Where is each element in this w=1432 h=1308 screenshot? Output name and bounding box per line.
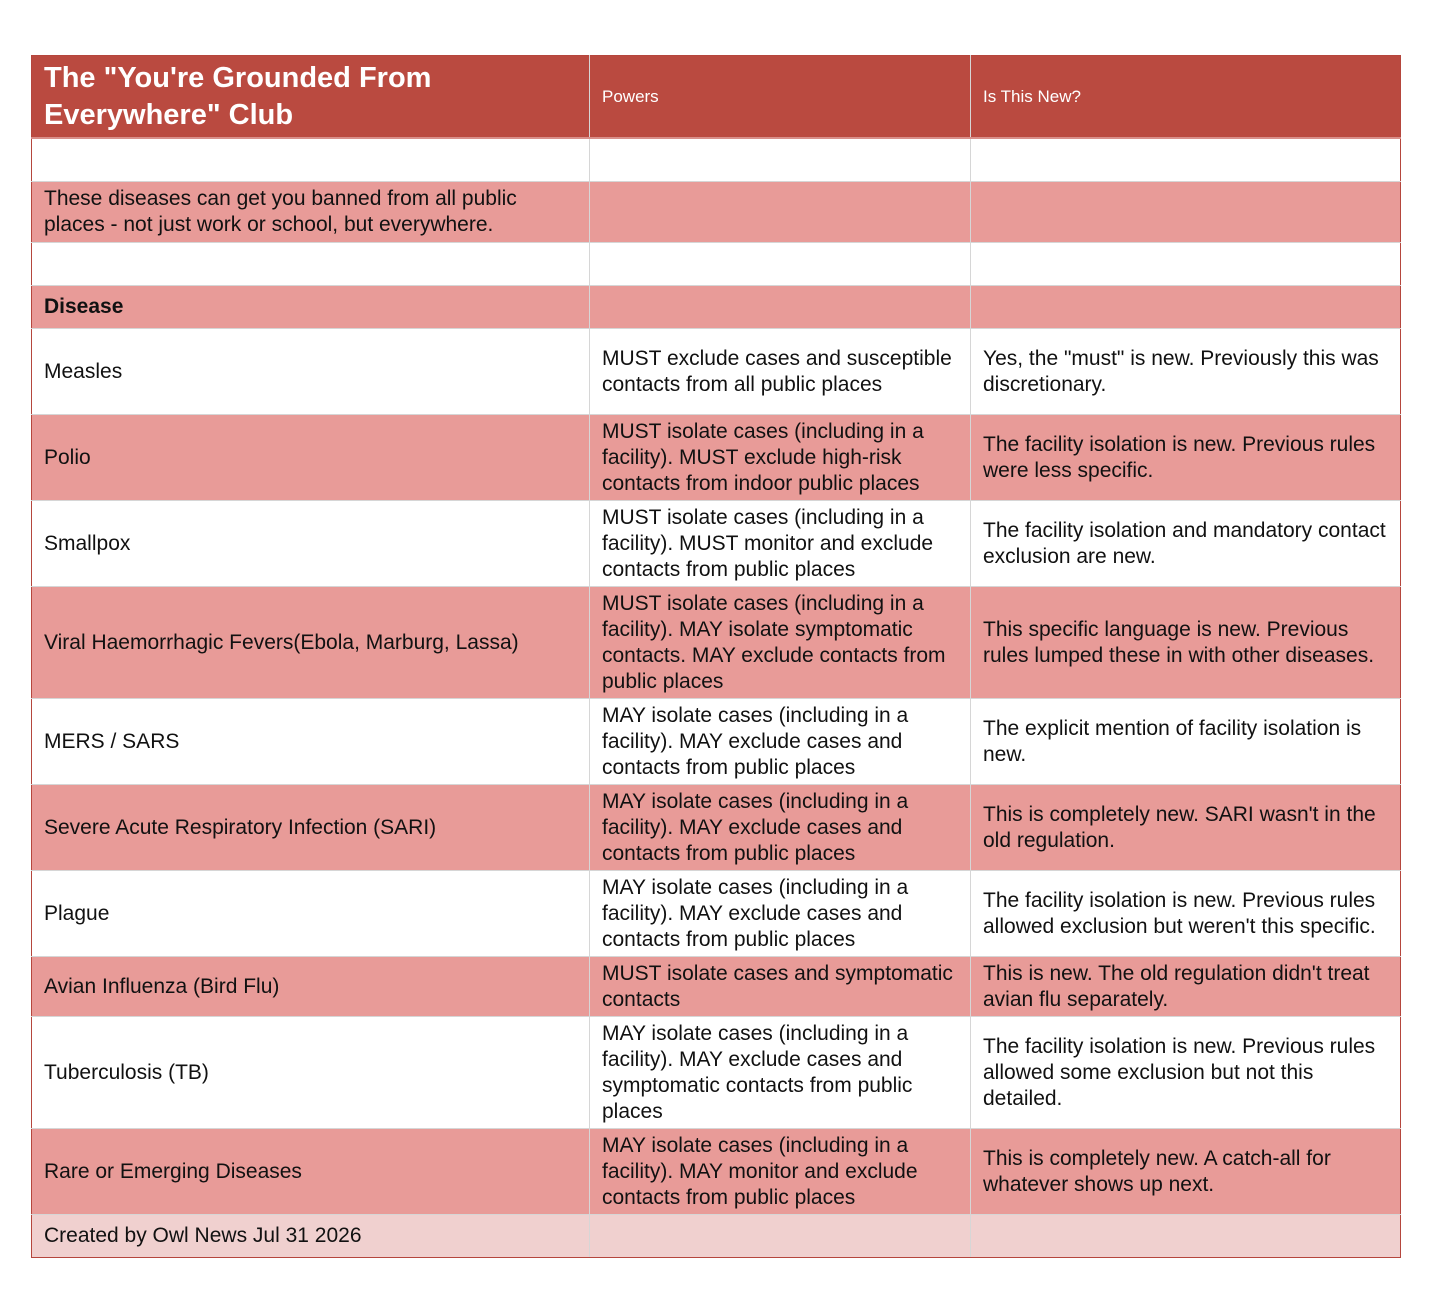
blank-cell xyxy=(590,138,971,182)
footer-row xyxy=(32,1215,1401,1258)
empty-cell xyxy=(590,1215,971,1258)
is-new-cell: The facility isolation is new. Previous rules were less specific. xyxy=(971,415,1401,501)
blank-row xyxy=(32,243,1401,286)
table-row xyxy=(32,957,1401,1017)
powers-cell: MUST isolate cases (including in a facility). MUST exclude high-risk contacts from indoor public places xyxy=(590,415,971,501)
disease-cell: Severe Acute Respiratory Infection (SARI) xyxy=(32,785,590,871)
disease-cell: Plague xyxy=(32,871,590,957)
powers-cell: MUST isolate cases (including in a facility). MAY isolate symptomatic contacts. MAY exclude contacts from public places xyxy=(590,587,971,699)
blank-cell xyxy=(971,243,1401,286)
disease-cell: Smallpox xyxy=(32,501,590,587)
table-row xyxy=(32,329,1401,415)
column-header-powers: Powers xyxy=(590,56,971,139)
is-new-cell: The facility isolation is new. Previous rules allowed exclusion but weren't this specific. xyxy=(971,871,1401,957)
empty-cell xyxy=(590,286,971,329)
empty-cell xyxy=(971,182,1401,243)
disease-column-label: Disease xyxy=(32,286,590,329)
powers-cell: MUST exclude cases and susceptible contacts from all public places xyxy=(590,329,971,415)
disease-table xyxy=(31,55,1401,1258)
table-row xyxy=(32,785,1401,871)
disease-cell: Polio xyxy=(32,415,590,501)
footer-credit: Created by Owl News Jul 31 2026 xyxy=(32,1215,590,1258)
table-row xyxy=(32,1017,1401,1129)
powers-cell: MAY isolate cases (including in a facility). MAY exclude cases and contacts from public places xyxy=(590,871,971,957)
blank-cell xyxy=(32,138,590,182)
is-new-cell: This is new. The old regulation didn't treat avian flu separately. xyxy=(971,957,1401,1017)
is-new-cell: This is completely new. A catch-all for whatever shows up next. xyxy=(971,1129,1401,1215)
is-new-cell: This is completely new. SARI wasn't in the old regulation. xyxy=(971,785,1401,871)
intro-row xyxy=(32,182,1401,243)
is-new-cell: Yes, the "must" is new. Previously this was discretionary. xyxy=(971,329,1401,415)
table-row xyxy=(32,587,1401,699)
intro-text: These diseases can get you banned from all public places - not just work or school, but everywhere. xyxy=(32,182,590,243)
is-new-cell: The facility isolation and mandatory contact exclusion are new. xyxy=(971,501,1401,587)
empty-cell xyxy=(971,1215,1401,1258)
disease-cell: Avian Influenza (Bird Flu) xyxy=(32,957,590,1017)
powers-cell: MAY isolate cases (including in a facility). MAY exclude cases and contacts from public places xyxy=(590,785,971,871)
empty-cell xyxy=(590,182,971,243)
disease-cell: Viral Haemorrhagic Fevers(Ebola, Marburg, Lassa) xyxy=(32,587,590,699)
powers-cell: MUST isolate cases and symptomatic contacts xyxy=(590,957,971,1017)
subheader-row xyxy=(32,286,1401,329)
disease-cell: Rare or Emerging Diseases xyxy=(32,1129,590,1215)
blank-row xyxy=(32,138,1401,182)
powers-cell: MAY isolate cases (including in a facility). MAY exclude cases and symptomatic contacts from public places xyxy=(590,1017,971,1129)
table-row xyxy=(32,1129,1401,1215)
column-header-is-this-new: Is This New? xyxy=(971,56,1401,139)
powers-cell: MAY isolate cases (including in a facility). MAY exclude cases and contacts from public places xyxy=(590,699,971,785)
blank-cell xyxy=(971,138,1401,182)
disease-cell: Measles xyxy=(32,329,590,415)
header-row xyxy=(32,56,1401,139)
is-new-cell: The explicit mention of facility isolation is new. xyxy=(971,699,1401,785)
table-row xyxy=(32,871,1401,957)
disease-cell: Tuberculosis (TB) xyxy=(32,1017,590,1129)
powers-cell: MAY isolate cases (including in a facility). MAY monitor and exclude contacts from public places xyxy=(590,1129,971,1215)
table-row xyxy=(32,501,1401,587)
table-row xyxy=(32,415,1401,501)
is-new-cell: The facility isolation is new. Previous rules allowed some exclusion but not this detailed. xyxy=(971,1017,1401,1129)
disease-cell: MERS / SARS xyxy=(32,699,590,785)
is-new-cell: This specific language is new. Previous rules lumped these in with other diseases. xyxy=(971,587,1401,699)
table-title: The "You're Grounded From Everywhere" Club xyxy=(32,56,590,139)
empty-cell xyxy=(971,286,1401,329)
table-row xyxy=(32,699,1401,785)
blank-cell xyxy=(32,243,590,286)
powers-cell: MUST isolate cases (including in a facility). MUST monitor and exclude contacts from public places xyxy=(590,501,971,587)
blank-cell xyxy=(590,243,971,286)
